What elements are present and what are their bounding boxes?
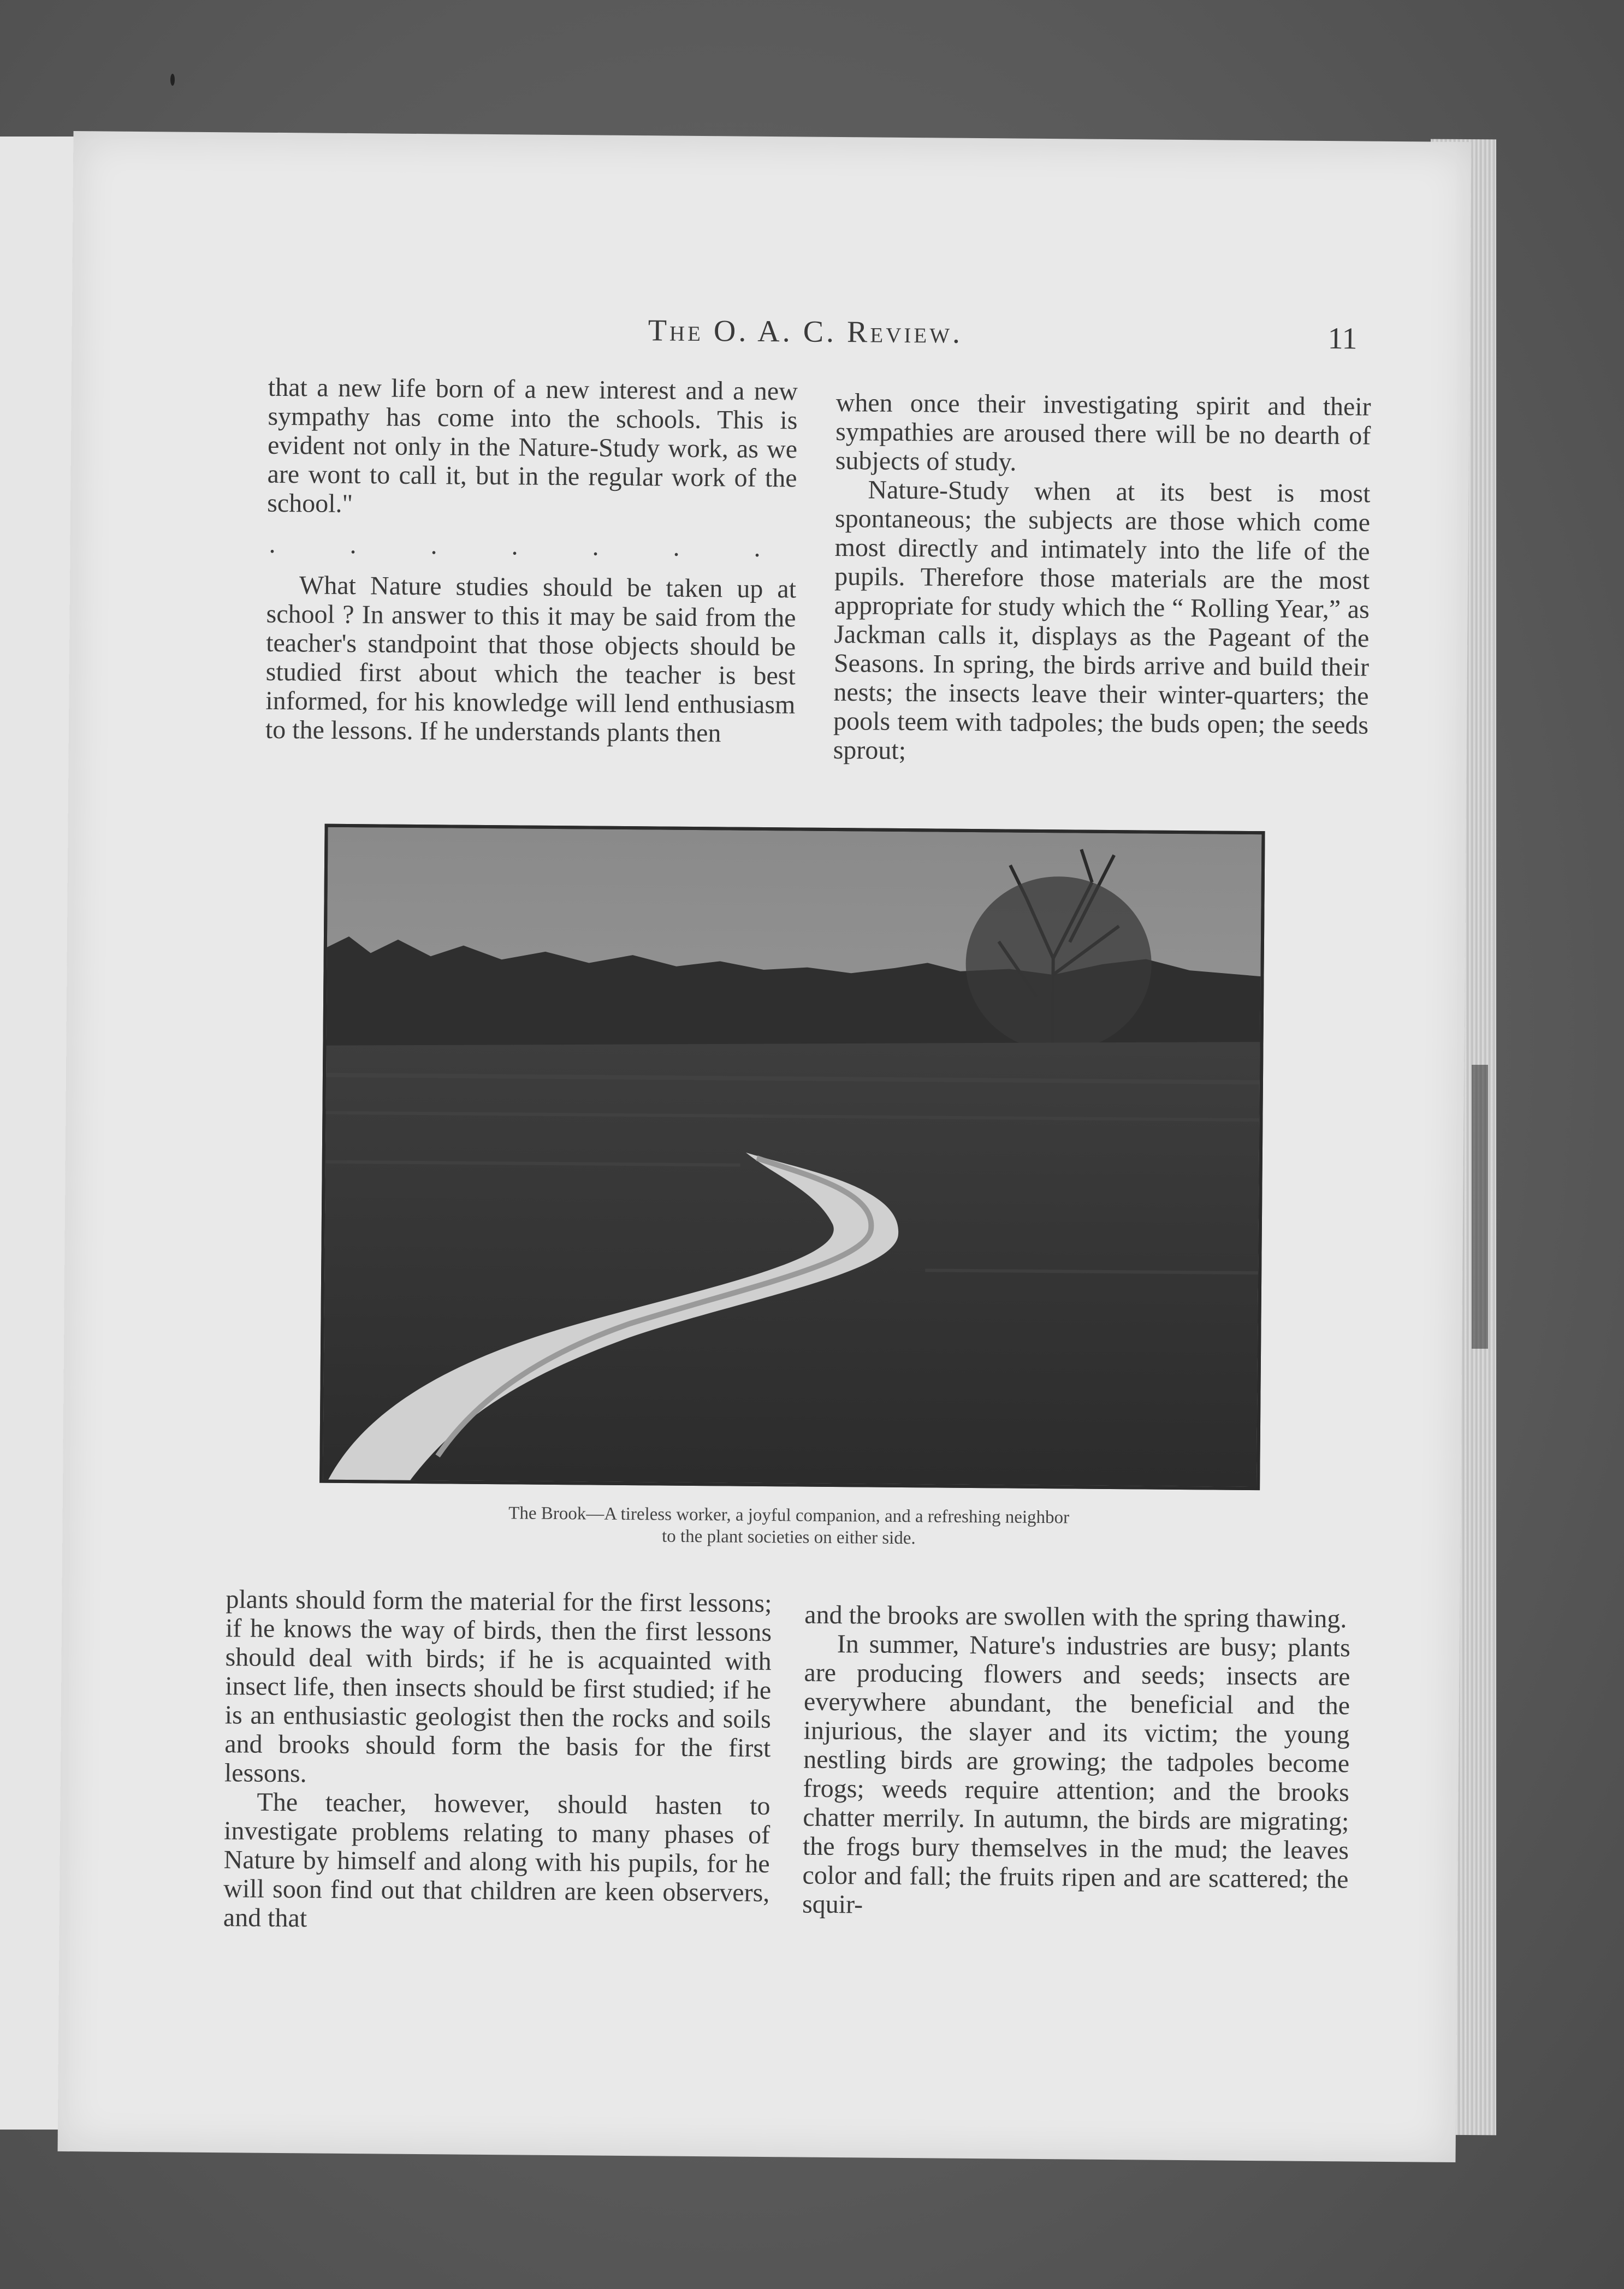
binding-clip	[1472, 1065, 1488, 1349]
book-page	[58, 131, 1472, 2162]
paragraph: that a new life born of a new interest and a new sympathy has come into the schools. This is evident not only in the Nature-Study work, as we are wont to call it, but in the regular work of the school."	[267, 372, 798, 519]
paragraph: In summer, Nature's industries are busy; plants are producing flowers and seeds; insects are everywhere abundant, the beneficial and the injurious, the slayer and its victim; the young nestling birds are growing; the tadpoles become frogs; weeds require attention; and the brooks chatter merrily. In autumn, the birds are migrating; the frogs bury themselves in the mud; the leaves color and fall; the fruits ripen and are scattered; the squir-	[802, 1629, 1351, 1919]
page-number: 11	[1327, 322, 1358, 356]
column-left-bottom	[223, 1585, 772, 1936]
column-right-bottom	[802, 1600, 1351, 1923]
running-head: The O. A. C. Review.	[648, 313, 963, 350]
brook-photo-image	[323, 827, 1261, 1487]
caption-line: to the plant societies on either side.	[661, 1526, 916, 1549]
paragraph: Nature-Study when at its best is most spontaneous; the subjects are those which come most directly and intimately into the life of the pupils. Therefore those materials are the most appropriate for study which the “ Rolling Year,” as Jackman calls it, displays as the Pageant of the Seasons. In spring, the birds arrive and build their nests; the insects leave their winter-quarters; the pools teem with tadpoles; the buds open; the seeds sprout;	[833, 475, 1371, 766]
paragraph: The teacher, however, should hasten to investigate problems relating to many phases of Nature by himself and along with his pupils, for he will soon find out that children are keen observers, and that	[223, 1787, 770, 1933]
figure-caption	[346, 1501, 1231, 1552]
section-break-dots: . . . . . . .	[269, 529, 795, 563]
paragraph: and the brooks are swollen with the spring thawing.	[804, 1600, 1347, 1634]
paragraph: What Nature studies should be taken up at school ? In answer to this it may be said from the teacher's standpoint that those objects should be studied first about which the teacher is best informed, for his knowledge will lend enthusiasm to the lessons. If he understands plants then	[265, 571, 797, 748]
paragraph: plants should form the material for the first lessons; if he knows the way of birds, then the first lessons should deal with birds; if he is acquainted with insect life, then insects should be first studied; if he is an enthusiastic geologist then the rocks and soils and brooks should form the basis for the first lessons.	[224, 1585, 772, 1788]
caption-line: The Brook—A tireless worker, a joyful companion, and a refreshing neighbor	[508, 1503, 1070, 1528]
dust-speck	[170, 74, 175, 86]
column-left-top	[265, 373, 798, 749]
brook-photograph	[319, 824, 1265, 1490]
column-right-top	[833, 388, 1371, 769]
paragraph: when once their investigating spirit and their sympathies are aroused there will be no dearth of subjects of study.	[835, 388, 1371, 477]
